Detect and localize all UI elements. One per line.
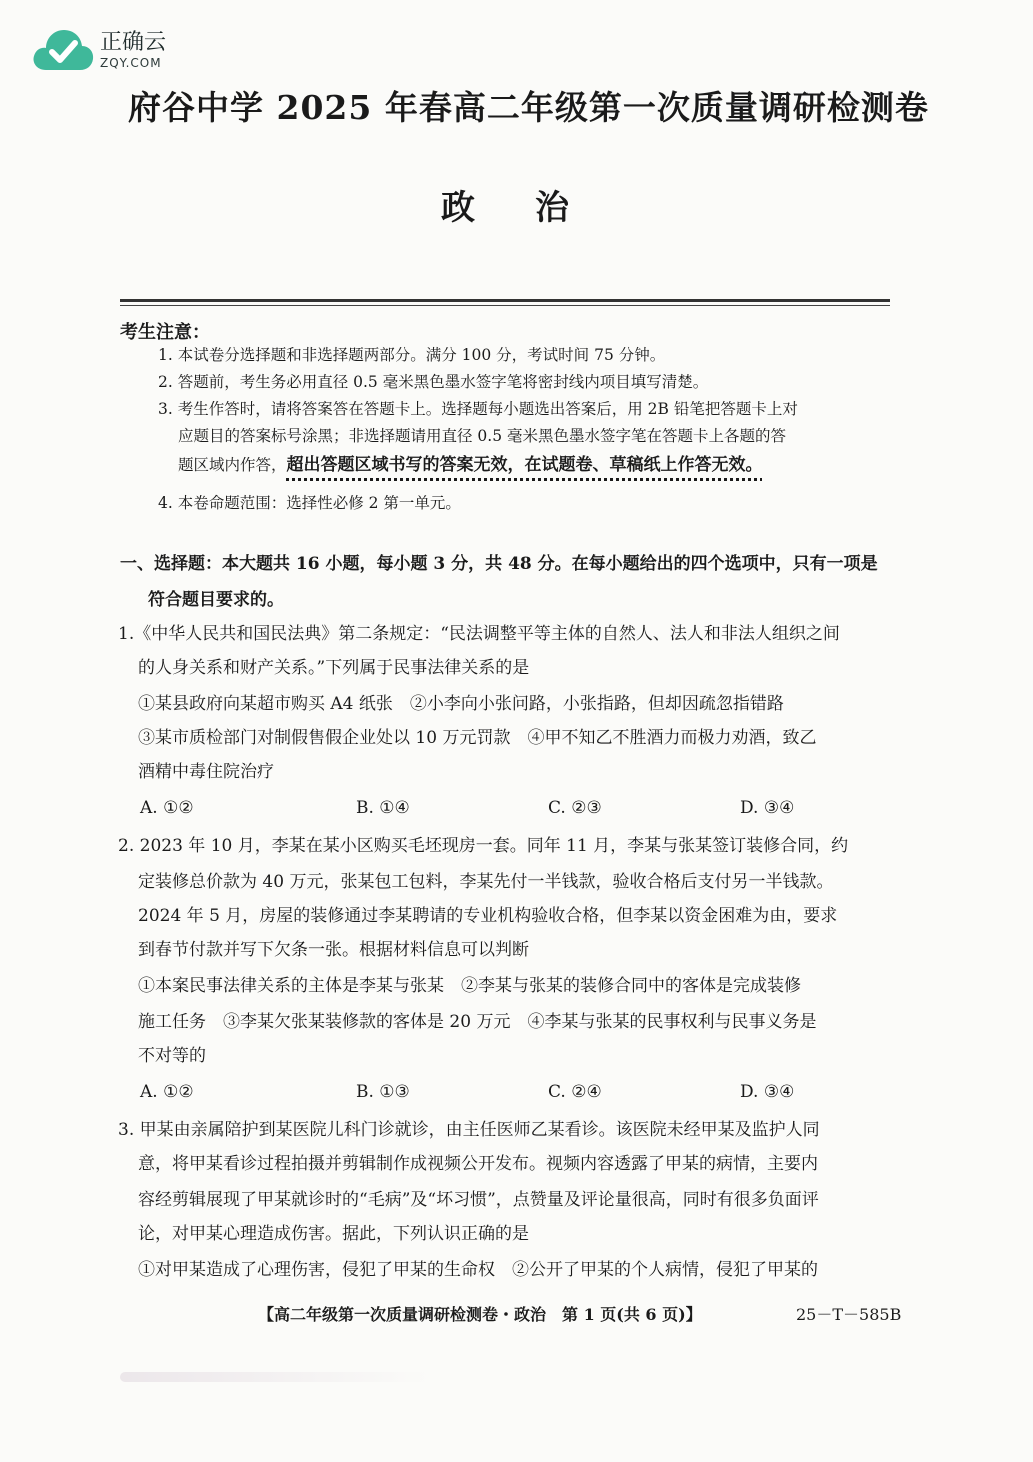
cloud-check-icon (32, 26, 94, 74)
notice-item (178, 452, 928, 478)
q1-line: 的人身关系和财产关系。”下列属于民事法律关系的是 (138, 658, 530, 678)
q2-line: 2. 2023 年 10 月，李某在某小区购买毛坯现房一套。同年 11 月，李某与张某签订装修合同，约 (118, 836, 849, 856)
q1-line: ③某市质检部门对制假售假企业处以 10 万元罚款 ④甲不知乙不胜酒力而极力劝酒，致乙 (138, 728, 817, 748)
q2-option-a: A. ①② (140, 1082, 194, 1102)
logo-domain: ZQY.COM (100, 55, 162, 70)
notice-item-part: 题区域内作答， (178, 456, 287, 474)
notice-item: 3. 考生作答时，请将答案答在答题卡上。选择题每小题选出答案后，用 2B 铅笔把答题卡上对 (158, 400, 798, 418)
notice-item: 应题目的答案标号涂黑；非选择题请用直径 0.5 毫米黑色墨水签字笔在答题卡上各题的答 (178, 427, 787, 445)
brand-logo (32, 26, 166, 74)
q1-option-b: B. ①④ (356, 798, 410, 818)
divider-thick (120, 299, 890, 302)
q2-line: 施工任务 ③李某欠张某装修款的客体是 20 万元 ④李某与张某的民事权利与民事义务是 (138, 1012, 817, 1032)
q2-line: 到春节付款并写下欠条一张。根据材料信息可以判断 (138, 940, 529, 960)
scan-smudge (120, 1372, 430, 1382)
divider-thin (120, 305, 890, 306)
q1-option-a: A. ①② (140, 798, 194, 818)
subject-title: 政治 (441, 188, 629, 228)
q3-line: 意，将甲某看诊过程拍摄并剪辑制作成视频公开发布。视频内容透露了甲某的病情，主要内 (138, 1154, 818, 1174)
q3-line: ①对甲某造成了心理伤害，侵犯了甲某的生命权 ②公开了甲某的个人病情，侵犯了甲某的 (138, 1260, 818, 1280)
logo-name: 正确云 (100, 29, 167, 55)
q1-option-c: C. ②③ (548, 798, 602, 818)
exam-title: 府谷中学 2025 年春高二年级第一次质量调研检测卷 (128, 88, 929, 127)
q3-line: 论，对甲某心理造成伤害。据此，下列认识正确的是 (138, 1224, 529, 1244)
q1-line: 酒精中毒住院治疗 (138, 762, 274, 782)
q1-option-d: D. ③④ (740, 798, 795, 818)
q2-option-c: C. ②④ (548, 1082, 602, 1102)
section-heading: 一、选择题：本大题共 16 小题，每小题 3 分，共 48 分。在每小题给出的四个选项中，只有一项是 (120, 554, 878, 574)
paper-code: 25－T－585B (796, 1305, 902, 1324)
q2-line: ①本案民事法律关系的主体是李某与张某 ②李某与张某的装修合同中的客体是完成装修 (138, 976, 801, 996)
q2-line: 2024 年 5 月，房屋的装修通过李某聘请的专业机构验收合格，但李某以资金困难为由，要求 (138, 906, 838, 926)
q2-line: 定装修总价款为 40 万元，张某包工包料，李某先付一半钱款，验收合格后支付另一半钱款。 (138, 872, 834, 892)
section-heading-cont: 符合题目要求的。 (148, 590, 284, 610)
q2-option-d: D. ③④ (740, 1082, 795, 1102)
q2-option-b: B. ①③ (356, 1082, 410, 1102)
q3-line: 容经剪辑展现了甲某就诊时的“毛病”及“坏习惯”，点赞量及评论量很高，同时有很多负面评 (138, 1190, 819, 1210)
q1-line: 1.《中华人民共和国民法典》第二条规定：“民法调整平等主体的自然人、法人和非法人组织之间 (118, 624, 840, 644)
q3-line: 3. 甲某由亲属陪护到某医院儿科门诊就诊，由主任医师乙某看诊。该医院未经甲某及监护人同 (118, 1120, 820, 1140)
q2-line: 不对等的 (138, 1046, 206, 1066)
q1-line: ①某县政府向某超市购买 A4 纸张 ②小李向小张问路，小张指路，但却因疏忽指错路 (138, 694, 784, 714)
notice-item: 2. 答题前，考生务必用直径 0.5 毫米黑色墨水签字笔将密封线内项目填写清楚。 (158, 373, 709, 391)
page-footer: 【高二年级第一次质量调研检测卷・政治 第 1 页(共 6 页)】 (258, 1305, 702, 1324)
emphasized-warning: 超出答题区域书写的答案无效，在试题卷、草稿纸上作答无效。 (286, 455, 763, 475)
notice-item: 1. 本试卷分选择题和非选择题两部分。满分 100 分，考试时间 75 分钟。 (158, 346, 666, 364)
notice-title: 考生注意： (120, 322, 210, 343)
notice-item: 4. 本卷命题范围：选择性必修 2 第一单元。 (158, 494, 461, 512)
